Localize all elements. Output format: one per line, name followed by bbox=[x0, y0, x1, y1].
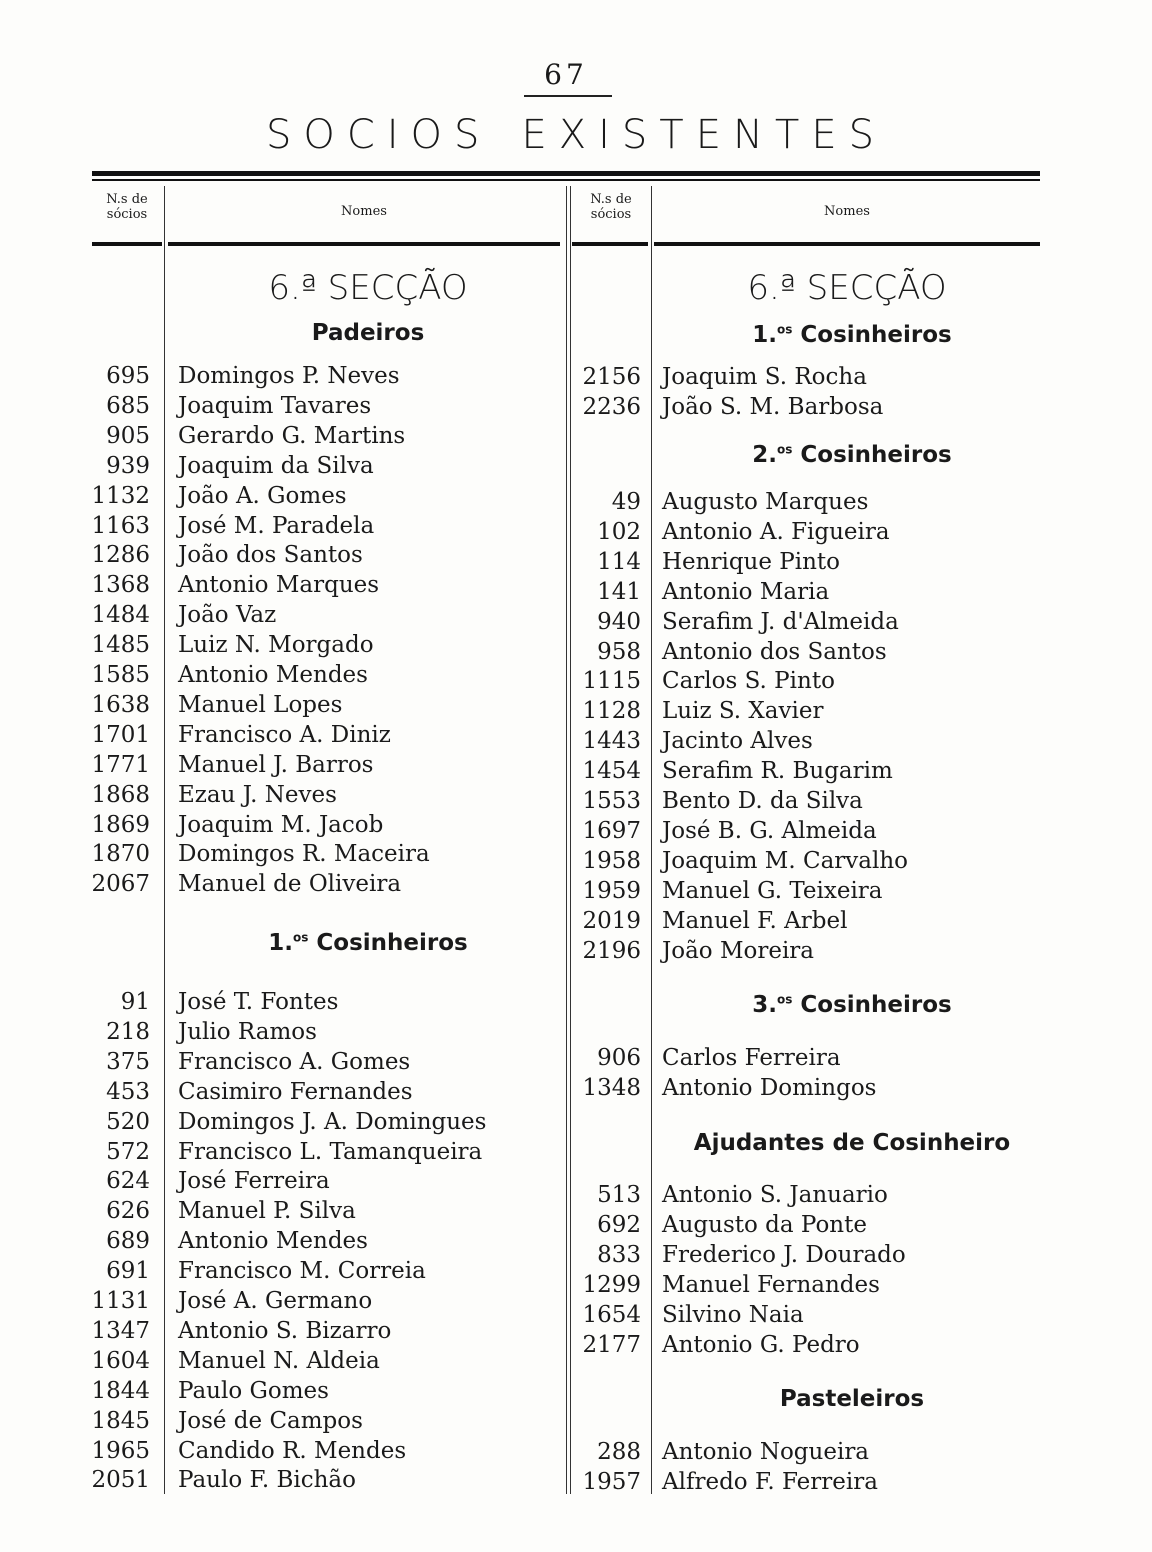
member-name: José B. G. Almeida bbox=[662, 817, 877, 844]
member-number: 1348 bbox=[582, 1074, 641, 1101]
member-number: 1115 bbox=[582, 668, 641, 695]
member-name: Joaquim S. Rocha bbox=[662, 364, 867, 390]
list-item bbox=[0, 726, 1152, 756]
member-name: Francisco L. Tamanqueira bbox=[178, 1138, 483, 1165]
list-item bbox=[0, 1330, 1152, 1360]
member-name: Antonio Marques bbox=[178, 572, 380, 599]
member-number: 939 bbox=[106, 452, 150, 479]
member-number: 1163 bbox=[91, 512, 150, 539]
member-number: 1132 bbox=[91, 482, 150, 509]
header-rule-right-name bbox=[654, 242, 1040, 246]
member-number: 833 bbox=[597, 1241, 641, 1268]
list-item bbox=[0, 1073, 1152, 1103]
member-name: José Ferreira bbox=[178, 1168, 330, 1195]
member-number: 906 bbox=[597, 1045, 641, 1071]
member-name: Casimiro Fernandes bbox=[178, 1078, 413, 1105]
member-number: 1484 bbox=[91, 602, 150, 629]
group-title-padeiros: Padeiros bbox=[311, 320, 425, 346]
list-item bbox=[0, 547, 1152, 577]
page-title bbox=[0, 112, 1152, 158]
header-name-left: Nomes bbox=[341, 204, 387, 219]
member-number: 1443 bbox=[582, 728, 641, 755]
member-name: Manuel J. Barros bbox=[178, 751, 374, 778]
member-number: 1697 bbox=[582, 817, 641, 844]
member-number: 141 bbox=[597, 578, 641, 605]
member-name: Antonio Domingos bbox=[662, 1074, 877, 1101]
group-title-pasteleiros: Pasteleiros bbox=[779, 1386, 925, 1412]
member-number: 2051 bbox=[91, 1467, 150, 1494]
member-name: Manuel Lopes bbox=[178, 691, 343, 718]
member-number: 1131 bbox=[91, 1288, 150, 1314]
member-name: Francisco A. Diniz bbox=[178, 721, 391, 748]
list-item bbox=[0, 392, 1152, 422]
list-item bbox=[0, 362, 1152, 392]
member-number: 2156 bbox=[582, 364, 641, 390]
member-number: 695 bbox=[106, 363, 150, 389]
member-number: 1869 bbox=[91, 811, 150, 838]
page-number-rule bbox=[524, 95, 612, 97]
page-number: 67 bbox=[544, 58, 588, 91]
member-number: 1654 bbox=[582, 1301, 641, 1328]
member-name: Antonio Mendes bbox=[178, 1228, 368, 1255]
member-name: José T. Fontes bbox=[178, 989, 339, 1015]
member-name: Francisco M. Correia bbox=[178, 1258, 426, 1285]
member-name: Julio Ramos bbox=[178, 1018, 317, 1045]
member-name: Joaquim Tavares bbox=[178, 392, 372, 419]
member-number: 685 bbox=[106, 392, 150, 419]
header-rule-left-name bbox=[168, 242, 560, 246]
member-name: Francisco A. Gomes bbox=[178, 1048, 411, 1075]
member-name: Frederico J. Dourado bbox=[662, 1241, 906, 1268]
member-name: João Moreira bbox=[662, 937, 815, 964]
member-name: Candido R. Mendes bbox=[178, 1437, 407, 1464]
top-rule-thin bbox=[92, 179, 1040, 181]
list-item bbox=[0, 1240, 1152, 1270]
list-item bbox=[0, 1437, 1152, 1467]
list-item bbox=[0, 1043, 1152, 1073]
member-number: 691 bbox=[106, 1258, 150, 1285]
member-number: 1844 bbox=[91, 1377, 150, 1404]
member-name: Gerardo G. Martins bbox=[178, 422, 406, 449]
list-item bbox=[0, 696, 1152, 726]
member-number: 114 bbox=[597, 548, 641, 575]
member-name: Joaquim M. Carvalho bbox=[662, 847, 908, 874]
member-name: Manuel de Oliveira bbox=[178, 871, 402, 898]
member-number: 1128 bbox=[582, 698, 641, 725]
member-name: Antonio dos Santos bbox=[662, 638, 887, 665]
member-number: 1485 bbox=[91, 632, 150, 659]
member-number: 2067 bbox=[91, 871, 150, 898]
member-number: 513 bbox=[597, 1182, 641, 1208]
member-number: 1368 bbox=[91, 572, 150, 599]
list-item bbox=[0, 786, 1152, 816]
member-number: 1868 bbox=[91, 781, 150, 808]
member-number: 940 bbox=[597, 608, 641, 635]
member-name: Luiz N. Morgado bbox=[178, 632, 374, 659]
member-number: 102 bbox=[597, 518, 641, 545]
member-number: 218 bbox=[106, 1018, 150, 1045]
member-number: 49 bbox=[611, 489, 641, 515]
title-word-1: SOCIOS bbox=[265, 112, 492, 158]
list-item bbox=[0, 906, 1152, 936]
member-number: 1845 bbox=[91, 1407, 150, 1434]
list-item bbox=[0, 1300, 1152, 1330]
section-title-right: 6.ª SECÇÃO bbox=[747, 268, 947, 308]
top-rule-thick bbox=[92, 171, 1040, 176]
member-name: Paulo Gomes bbox=[178, 1377, 329, 1404]
member-number: 91 bbox=[120, 989, 150, 1015]
member-number: 520 bbox=[106, 1108, 150, 1135]
member-number: 1299 bbox=[582, 1271, 641, 1298]
member-name: Domingos R. Maceira bbox=[178, 841, 430, 868]
member-name: Antonio Mendes bbox=[178, 662, 368, 688]
group-title-ajudantes: Ajudantes de Cosinheiro bbox=[693, 1130, 1011, 1156]
section-title-left: 6.ª SECÇÃO bbox=[268, 268, 468, 308]
member-number: 1870 bbox=[91, 841, 150, 868]
member-number: 2196 bbox=[582, 937, 641, 964]
member-number: 1958 bbox=[582, 847, 641, 874]
member-number: 958 bbox=[597, 638, 641, 665]
member-number: 624 bbox=[106, 1168, 150, 1195]
member-name: Manuel N. Aldeia bbox=[178, 1347, 380, 1374]
title-word-2: EXISTENTES bbox=[521, 112, 887, 158]
member-number: 1957 bbox=[582, 1468, 641, 1495]
member-name: João Vaz bbox=[178, 602, 277, 629]
header-rule-right-num bbox=[572, 242, 648, 246]
member-name: João A. Gomes bbox=[178, 482, 347, 509]
member-number: 1286 bbox=[91, 542, 150, 569]
member-name: Manuel G. Teixeira bbox=[662, 877, 883, 904]
member-number: 689 bbox=[106, 1228, 150, 1255]
list-item bbox=[0, 936, 1152, 966]
member-name: Carlos Ferreira bbox=[662, 1045, 841, 1071]
member-name: Silvino Naia bbox=[662, 1301, 804, 1328]
member-name: José A. Germano bbox=[178, 1288, 373, 1314]
list-item bbox=[0, 666, 1152, 696]
member-number: 1959 bbox=[582, 877, 641, 904]
header-num-left: N.s de sócios bbox=[106, 192, 148, 222]
list-item bbox=[0, 517, 1152, 547]
member-name: João dos Santos bbox=[178, 542, 363, 569]
member-number: 905 bbox=[106, 422, 150, 449]
member-number: 1347 bbox=[91, 1317, 150, 1344]
member-name: Domingos P. Neves bbox=[178, 363, 400, 389]
member-number: 1604 bbox=[91, 1347, 150, 1374]
list-item bbox=[0, 487, 1152, 517]
list-item bbox=[0, 876, 1152, 906]
group-title-left-cosinheiros-1: 1.$^{os}$ Cosinheiros bbox=[268, 930, 468, 956]
member-name: Joaquim da Silva bbox=[178, 452, 374, 479]
member-number: 626 bbox=[106, 1198, 150, 1225]
member-name: Paulo F. Bichão bbox=[178, 1467, 356, 1494]
list-item bbox=[0, 816, 1152, 846]
member-name: Ezau J. Neves bbox=[178, 781, 337, 808]
list-item bbox=[0, 1210, 1152, 1240]
member-name: José M. Paradela bbox=[178, 512, 375, 539]
group-title-cosinheiros-3: 3.$^{os}$ Cosinheiros bbox=[752, 992, 952, 1018]
member-name: Antonio Nogueira bbox=[662, 1439, 870, 1465]
member-name: Alfredo F. Ferreira bbox=[662, 1468, 878, 1495]
member-name: Henrique Pinto bbox=[662, 548, 841, 575]
list-item bbox=[0, 846, 1152, 876]
member-name: Jacinto Alves bbox=[662, 728, 813, 755]
member-name: Manuel Fernandes bbox=[662, 1271, 880, 1298]
member-number: 1454 bbox=[582, 758, 641, 785]
member-name: Luiz S. Xavier bbox=[662, 698, 824, 725]
member-number: 1965 bbox=[91, 1437, 150, 1464]
member-name: Antonio A. Figueira bbox=[662, 518, 890, 545]
list-item bbox=[0, 577, 1152, 607]
list-item bbox=[0, 1180, 1152, 1210]
member-name: Augusto da Ponte bbox=[662, 1211, 867, 1238]
member-number: 572 bbox=[106, 1138, 150, 1165]
member-name: Antonio S. Januario bbox=[662, 1182, 888, 1208]
member-name: Augusto Marques bbox=[662, 489, 869, 515]
member-name: Manuel P. Silva bbox=[178, 1198, 356, 1225]
member-number: 453 bbox=[106, 1078, 150, 1105]
member-number: 1585 bbox=[91, 662, 150, 688]
member-number: 1553 bbox=[582, 788, 641, 814]
list-item bbox=[0, 1467, 1152, 1497]
member-number: 692 bbox=[597, 1211, 641, 1238]
member-name: João S. M. Barbosa bbox=[662, 393, 884, 420]
list-item bbox=[0, 1270, 1152, 1300]
member-name: Bento D. da Silva bbox=[662, 788, 863, 814]
header-num-right: N.s de sócios bbox=[590, 192, 632, 222]
group-title-cosinheiros-2: 2.$^{os}$ Cosinheiros bbox=[752, 442, 952, 468]
member-name: Antonio Maria bbox=[662, 578, 830, 605]
list-item bbox=[0, 637, 1152, 667]
member-name: Joaquim M. Jacob bbox=[178, 811, 384, 838]
member-name: Antonio G. Pedro bbox=[662, 1331, 860, 1358]
list-item bbox=[0, 607, 1152, 637]
group-title-right-cosinheiros-1: 1.$^{os}$ Cosinheiros bbox=[752, 322, 952, 348]
header-rule-left-num bbox=[92, 242, 162, 246]
member-name: Manuel F. Arbel bbox=[662, 907, 848, 934]
member-name: Serafim J. d'Almeida bbox=[662, 608, 899, 635]
member-number: 1701 bbox=[91, 721, 150, 748]
member-number: 375 bbox=[106, 1048, 150, 1075]
member-number: 1771 bbox=[91, 751, 150, 778]
member-number: 2236 bbox=[582, 393, 641, 420]
member-number: 288 bbox=[597, 1439, 641, 1465]
member-number: 1638 bbox=[91, 691, 150, 718]
member-name: José de Campos bbox=[178, 1407, 363, 1434]
member-name: Carlos S. Pinto bbox=[662, 668, 835, 695]
list-item bbox=[0, 756, 1152, 786]
member-number: 2177 bbox=[582, 1331, 641, 1358]
member-name: Domingos J. A. Domingues bbox=[178, 1108, 487, 1135]
member-name: Antonio S. Bizarro bbox=[178, 1317, 392, 1344]
member-name: Serafim R. Bugarim bbox=[662, 758, 893, 785]
member-number: 2019 bbox=[582, 907, 641, 934]
header-name-right: Nomes bbox=[824, 204, 870, 219]
